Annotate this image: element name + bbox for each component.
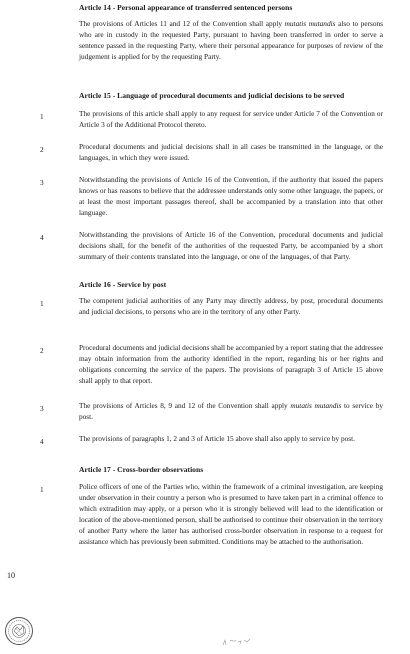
article-17-heading: Article 17 - Cross-border observations [79,465,204,474]
article-14-heading: Article 14 - Personal appearance of transferred sentenced persons [79,3,293,12]
page-number: 10 [7,571,15,580]
article-16-para-3-number: 3 [40,404,44,413]
faint-stamp-mark-icon [222,636,252,648]
article-16-para-4-number: 4 [40,437,44,446]
article-15-para-2: Procedural documents and judicial decisions shall in all cases be transmitted in the language, or the languages, in which they were issued. [79,142,383,162]
article-16-para-1-number: 1 [40,299,44,308]
article-17-para-1-number: 1 [40,485,44,494]
article-15-para-4: Notwithstanding the provisions of Article 16 of the Convention, procedural documents and judicial decisions shall, for the benefit of the authorities of the requested Party, be accompanied by a short summary of their contents translated into the language, or one of the languages, of that Party. [79,230,383,261]
article-15-para-3-number: 3 [40,178,44,187]
official-seal-icon [4,616,34,646]
article-14-text: The provisions of Articles 11 and 12 of the Convention shall apply mutatis mutandis also to persons who are in custody in the requested Party, pursuant to having been transferred in order to serve a sentence passed in the requesting Party, where their personal appearance for purposes of review of the judgement is applied for by the requesting Party. [79,19,384,61]
article-15-para-3: Notwithstanding the provisions of Article 16 of the Convention, if the authority that issued the papers knows or has reasons to believe that the addressee understands only some other language, the papers, or at least the most important passages thereof, shall be accompanied by a translation into that other language. [79,175,383,217]
article-16-para-1: The competent judicial authorities of any Party may directly address, by post, procedural documents and judicial decisions, to persons who are in the territory of any other Party. [79,296,383,316]
article-16-para-4: The provisions of paragraphs 1, 2 and 3 of Article 15 above shall also apply to service by post. [79,434,356,443]
article-15-para-4-number: 4 [40,233,44,242]
article-15-para-1: The provisions of this article shall apply to any request for service under Article 7 of the Convention or Article 3 of the Additional Protocol thereto. [79,109,383,129]
article-15-para-1-number: 1 [40,112,44,121]
article-16-para-3: The provisions of Articles 8, 9 and 12 of the Convention shall apply mutatis mutandis to service by post. [79,401,384,421]
article-16-heading: Article 16 - Service by post [79,280,167,289]
article-15-para-2-number: 2 [40,145,44,154]
article-16-para-2: Procedural documents and judicial decisions shall be accompanied by a report stating that the addressee may obtain information from the authority identified in the report, regarding his or her rights and obligations concerning the service of the papers. The provisions of paragraph 3 of Article 15 above shall apply to that report. [79,343,383,385]
article-15-heading: Article 15 - Language of procedural documents and judicial decisions to be served [79,91,345,100]
article-17-para-1: Police officers of one of the Parties who, within the framework of a criminal investigation, are keeping under observation in their country a person who is presumed to have taken part in a criminal offence to which extradition may apply, or a person who it is strongly believed will lead to the identification or location of the above-mentioned person, shall be authorised to continue their observation in the territory of another Party where the latter has authorised cross-border observation in response to a request for assistance which has previously been submitted. Conditions may be attached to the authorisation. [79,482,383,546]
article-16-para-2-number: 2 [40,346,44,355]
